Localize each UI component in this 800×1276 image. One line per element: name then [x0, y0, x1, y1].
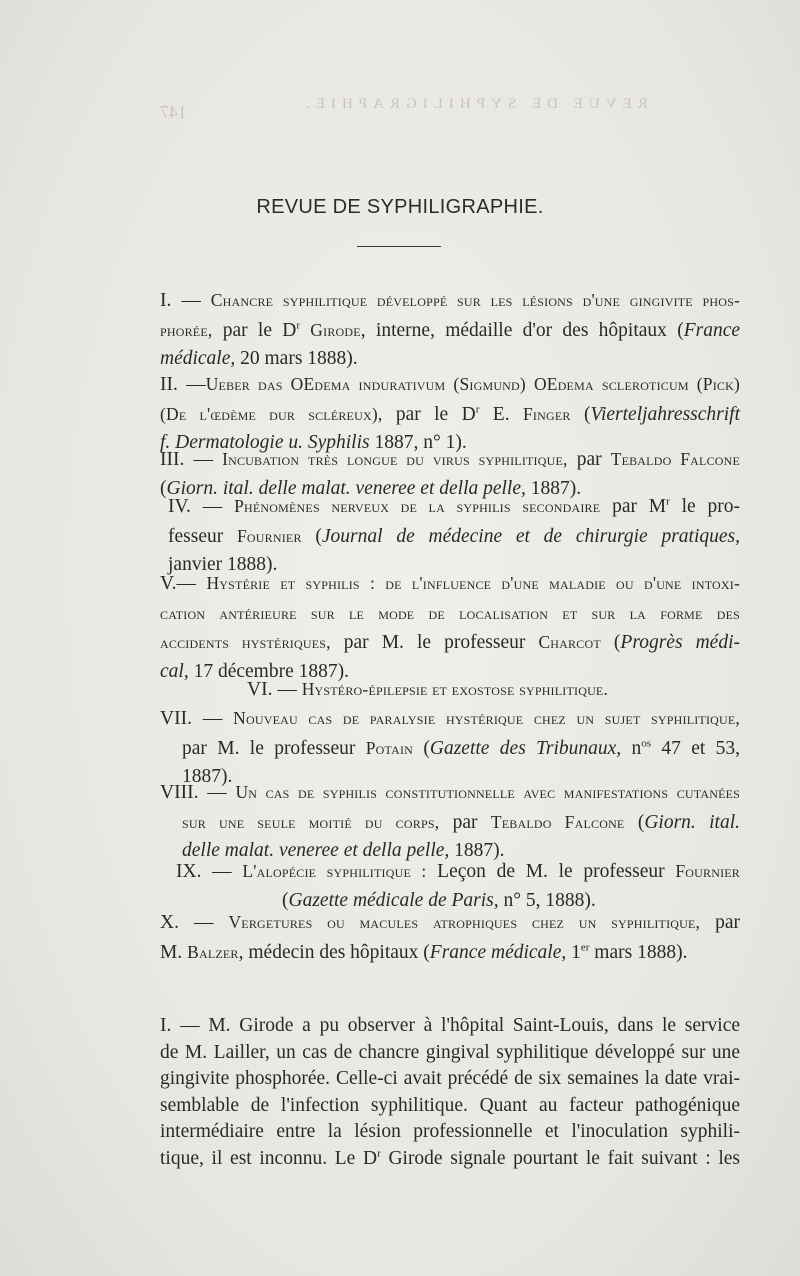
paragraph-line: de M. Lailler, un cas de chancre gingival syphilitique développé sur une: [160, 1041, 740, 1063]
bleed-through-running-head: REVUE DE SYPHILIGRAPHIE.: [300, 96, 648, 112]
item-line: sur une seule moitié du corps, par Tebaldo Falcone (Giorn. ital.: [182, 811, 740, 833]
item-line: VI. — Hystéro-épilepsie et exostose syphilitique.: [247, 679, 609, 700]
item-line: delle malat. veneree et della pelle, 1887).: [182, 840, 505, 861]
item-line: (De l'œdème dur scléreux), par le $D^r$ E. Finger (Vierteljahresschrift: [160, 403, 740, 425]
item-line: VIII. — Un cas de syphilis constitutionnelle avec manifestations cutanées: [160, 782, 740, 803]
item-line: IX. — L'alopécie syphilitique : Leçon de M. le professeur Fournier: [176, 861, 740, 882]
item-line: I. — Chancre syphilitique développé sur les lésions d'une gingivite phos-: [160, 290, 740, 311]
page-title: REVUE DE SYPHILIGRAPHIE.: [256, 196, 544, 218]
bibliography-item-1: [160, 286, 740, 374]
item-line: VII. — Nouveau cas de paralysie hystérique chez un sujet syphilitique,: [160, 708, 741, 729]
paragraph-line: gingivite phosphorée. Celle-ci avait précédé de six semaines la date vrai-: [160, 1068, 740, 1089]
title-rule: [357, 246, 441, 247]
item-line: f. Dermatologie u. Syphilis 1887, n° 1).: [160, 432, 467, 453]
item-line: phorée, par le $D^r$ Girode, interne, médaille d'or des hôpitaux (France: [160, 319, 741, 341]
item-line: accidents hystériques, par M. le professeur Charcot (Progrès médi-: [160, 632, 740, 653]
paragraph-line: semblable de l'infection syphilitique. Quant au facteur pathogénique: [160, 1094, 740, 1116]
bibliography-item-6: [247, 675, 608, 705]
item-line: (Giorn. ital. delle malat. veneree et della pelle, 1887).: [160, 477, 582, 499]
bibliography-item-4: [168, 492, 740, 580]
item-line: fesseur Fournier (Journal de médecine et de chirurgie pratiques,: [168, 525, 740, 547]
bibliography-item-5: [160, 569, 740, 686]
item-line: janvier 1888).: [168, 554, 278, 575]
bleed-through-page-number: 147: [160, 102, 187, 122]
paragraph-line: intermédiaire entre la lésion professionnelle et l'inoculation syphili-: [160, 1121, 740, 1142]
item-line: par M. le professeur Potain (Gazette des Tribunaux, $n^{os}$ 47 et 53,: [182, 737, 741, 759]
item-line: III. — Incubation très longue du virus syphilitique, par Tebaldo Falcone: [160, 449, 741, 470]
item-line: M. Balzer, médecin des hôpitaux (France médicale, 1er mars 1888).: [160, 941, 688, 963]
item-line: cal, 17 décembre 1887).: [160, 660, 349, 682]
paragraph-line: tique, il est inconnu. Le $D^r$ Girode signale pourtant le fait suivant : les: [160, 1147, 740, 1169]
bibliography-item-10: [160, 908, 740, 967]
item-line: IV. — Phénomènes nerveux de la syphilis secondaire par $M^r$ le pro-: [168, 495, 741, 517]
item-line: II. —Ueber das OEdema indurativum (Sigmund) OEdema scleroticum (Pick): [160, 374, 740, 395]
bibliography-item-8: [160, 778, 740, 866]
item-line: 1887).: [182, 766, 233, 787]
item-line: cation antérieure sur le mode de localisation et sur la forme des: [160, 602, 740, 623]
item-line: médicale, 20 mars 1888).: [160, 348, 358, 369]
paragraph-line: I. — M. Girode a pu observer à l'hôpital Saint-Louis, dans le service: [160, 1015, 740, 1036]
body-paragraph: [160, 1013, 740, 1172]
item-line: V.— Hystérie et syphilis : de l'influence d'une maladie ou d'une intoxi-: [160, 573, 740, 594]
bibliography-item-9: [176, 857, 740, 915]
item-line: X. — Vergetures ou macules atrophiques chez un syphilitique, par: [160, 912, 741, 933]
item-line: (Gazette médicale de Paris, n° 5, 1888).: [282, 889, 596, 911]
